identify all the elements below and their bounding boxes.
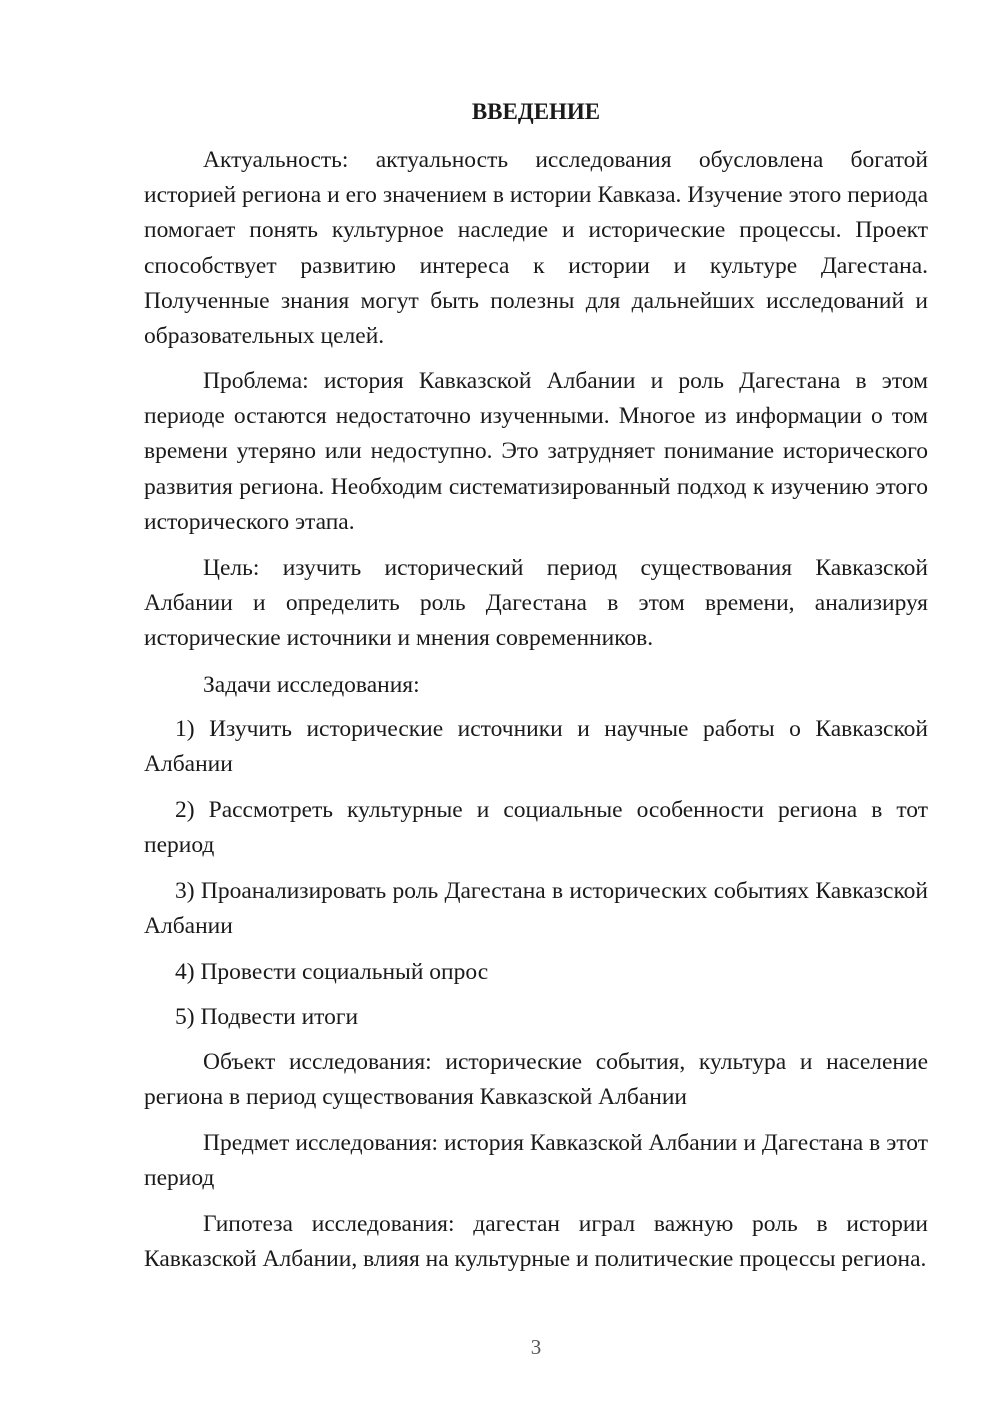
task-item-5: 5) Подвести итоги [175, 1004, 359, 1030]
tasks-intro: Задачи исследования: [203, 672, 420, 698]
object-paragraph: Объект исследования: исторические события, культура и население региона в период существования Кавказской Албании [144, 1049, 928, 1111]
relevance-paragraph: Актуальность: актуальность исследования обусловлена богатой историей региона и его значением в истории Кавказа. Изучение этого периода помогает понять культурное наследие и исторические процессы. Проект способствует развитию интереса к истории и культуре Дагестана. Полученные знания могут быть полезны для дальнейших исследований и образовательных целей. [144, 147, 928, 350]
hypothesis-paragraph: Гипотеза исследования: дагестан играл важную роль в истории Кавказской Албании, влияя на культурные и политические процессы региона. [144, 1211, 928, 1273]
task-item-3: 3) Проанализировать роль Дагестана в исторических событиях Кавказской Албании [144, 878, 928, 940]
problem-paragraph: Проблема: история Кавказской Албании и роль Дагестана в этом периоде остаются недостаточно изученными. Многое из информации о том времени утеряно или недоступно. Это затрудняет понимание исторического развития региона. Необходим систематизированный подход к изучению этого исторического этапа. [144, 368, 928, 535]
task-item-2: 2) Рассмотреть культурные и социальные особенности региона в тот период [144, 797, 928, 859]
page-title: ВВЕДЕНИЕ [471, 99, 601, 124]
subject-paragraph: Предмет исследования: история Кавказской Албании и Дагестана в этот период [144, 1130, 928, 1192]
task-item-4: 4) Провести социальный опрос [175, 959, 489, 985]
task-item-1: 1) Изучить исторические источники и научные работы о Кавказской Албании [144, 716, 928, 778]
page-number: 3 [530, 1335, 542, 1359]
goal-paragraph: Цель: изучить исторический период существования Кавказской Албании и определить роль Дагестана в этом времени, анализируя исторические источники и мнения современников. [144, 555, 928, 652]
